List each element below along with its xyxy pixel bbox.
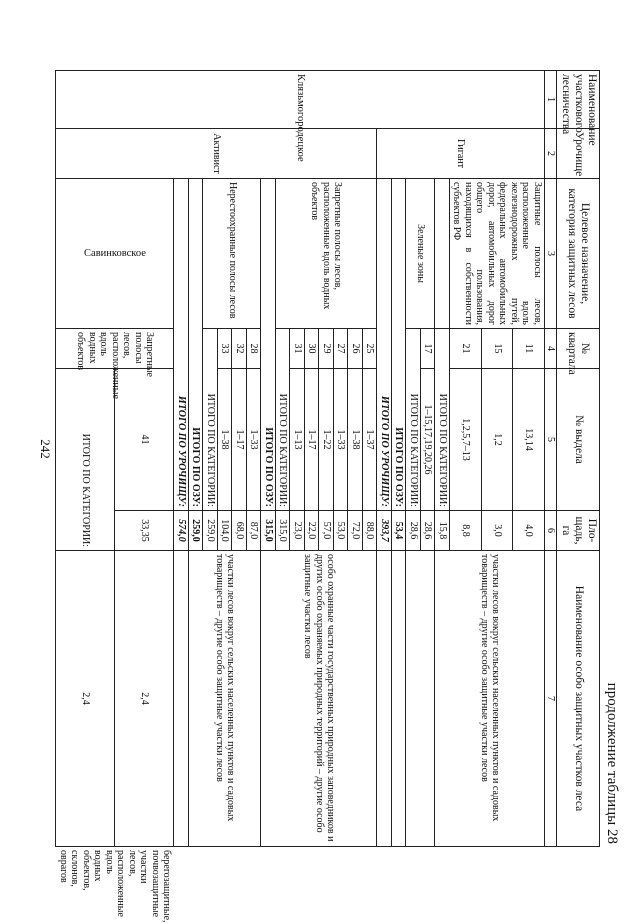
section-cell: 1–22: [319, 369, 334, 511]
header-purpose: Целевое назначение, категория защитных лесов: [557, 179, 600, 329]
quarter-cell: 28: [246, 329, 261, 369]
quarter-cell: 41: [115, 369, 174, 511]
table-row: [513, 71, 545, 847]
category-water: Запретные полосы лесов, расположенные вдоль водных объектов: [275, 179, 377, 329]
tract-total-value: 574,0: [174, 511, 189, 551]
header-quarter: № квартала: [557, 329, 600, 369]
quarter-cell: 32: [232, 329, 247, 369]
area-cell: 68,0: [232, 511, 247, 551]
oszul-settlements-2: участки лесов вокруг сельских населенных пунктов и садовых товариществ – другие особо защитные участки лесов: [188, 551, 261, 847]
category-total-value: 315,0: [275, 511, 290, 551]
area-cell: 23,0: [290, 511, 305, 551]
section-cell: 1–33: [333, 369, 348, 511]
quarter-cell: 26: [348, 329, 363, 369]
empty-cell: [435, 179, 450, 329]
section-cell: 1–33: [246, 369, 261, 511]
col-num-4: 4: [544, 329, 557, 369]
quarter-cell: 11: [513, 329, 545, 369]
forestry-name: Клязьмогородецкое: [56, 71, 545, 129]
category-total-label: ИТОГО ПО КАТЕГОРИИ:: [275, 329, 290, 511]
quarter-cell: 30: [304, 329, 319, 369]
empty-cell: [391, 551, 406, 847]
header-area: Пло-щадь, га: [557, 511, 600, 551]
header-section: № выдела: [557, 369, 600, 511]
col-num-3: 3: [544, 179, 557, 329]
category-total-label: ИТОГО ПО КАТЕГОРИИ:: [203, 329, 218, 511]
ozu-total-label: ИТОГО ПО ОЗУ:: [391, 179, 406, 511]
area-cell: 87,0: [246, 511, 261, 551]
section-cell: 1–17: [304, 369, 319, 511]
tract-total-row: [377, 71, 392, 847]
section-cell: 13,14: [513, 369, 545, 511]
tract-savinkovskoe: [56, 179, 174, 329]
quarter-cell: 33: [217, 329, 232, 369]
ozu-total-value: 53,4: [391, 511, 406, 551]
tract-total-label: ИТОГО ПО УРОЧИЩУ:: [174, 179, 189, 511]
tract-total-value: 393,7: [377, 511, 392, 551]
section-cell: 1–13: [290, 369, 305, 511]
category-total-label: ИТОГО ПО КАТЕГОРИИ:: [435, 329, 450, 511]
category-spawn: Нерестоохранные полосы лесов: [203, 179, 261, 329]
ozu-total-label: ИТОГО ПО ОЗУ:: [261, 179, 276, 511]
page-number: 242: [38, 439, 53, 459]
area-cell: 53,0: [333, 511, 348, 551]
col-num-6: 6: [544, 511, 557, 551]
ozu-total-value: 315,0: [261, 511, 276, 551]
section-cell: 1–17: [232, 369, 247, 511]
continuation-title: продолжение таблицы 28: [604, 682, 620, 844]
empty-cell: [377, 551, 392, 847]
ozu-total-value: 259,0: [188, 511, 203, 551]
empty-cell: [406, 551, 435, 847]
oszul-settlements: участки лесов вокруг сельских населенных пунктов и садовых товариществ – другие особо защитные участки лесов: [435, 551, 545, 847]
category-total-value: 2,4: [56, 551, 115, 847]
category-roads: Защитные полосы лесов, расположенные вдоль железнодорожных путей, федеральных автомобильных дорог, автомобильных дорог общего пользования, находящихся в собственности субъектов РФ: [449, 179, 544, 329]
area-cell: 4,0: [513, 511, 545, 551]
area-cell: 72,0: [348, 511, 363, 551]
area-cell: 8,8: [449, 511, 481, 551]
table-row: [362, 71, 377, 847]
section-cell: 1–37: [362, 369, 377, 511]
table-row: [420, 71, 435, 847]
quarter-cell: 25: [362, 329, 377, 369]
table-row: Савинковское Запретные полосы лесов, расположенные вдоль водных объектов 41 33,35 2,4 берегозащитные, почвозащитные участки лесов, расположенные вдоль водных объектов, склонов, оврагов: [115, 71, 174, 847]
header-row: [557, 71, 600, 847]
table-row: [246, 71, 261, 847]
area-cell: 57,0: [319, 511, 334, 551]
area-cell: 28,6: [420, 511, 435, 551]
section-cell: 33,35: [115, 511, 174, 551]
quarter-cell: 17: [420, 329, 435, 369]
area-cell: 22,0: [304, 511, 319, 551]
category-total-label: ИТОГО ПО КАТЕГОРИИ:: [406, 329, 421, 511]
col-num-2: 2: [544, 129, 557, 179]
area-cell: 2,4: [115, 551, 174, 847]
section-cell: 1–38: [348, 369, 363, 511]
oszul-reserves: особо охранные части государственных природных заповедников и других особо охраняемых природных территорий – другие особо защитные участки лесов: [261, 551, 377, 847]
category-total-value: 259,0: [203, 511, 218, 551]
quarter-cell: 31: [290, 329, 305, 369]
category-water-2: Запретные полосы лесов, расположенные вдоль водных объектов: [56, 329, 174, 369]
column-number-row: [544, 71, 557, 847]
tract-total-label: ИТОГО ПО УРОЧИЩУ:: [377, 179, 392, 511]
category-total-value: 28,6: [406, 511, 421, 551]
quarter-cell: 29: [319, 329, 334, 369]
rotated-page: [57, 70, 620, 923]
category-total-value: 15,8: [435, 511, 450, 551]
ozu-total-label: ИТОГО ПО ОЗУ:: [188, 179, 203, 511]
section-cell: 1,2,5,7–13: [449, 369, 481, 511]
quarter-cell: 15: [481, 329, 513, 369]
quarter-cell: 21: [449, 329, 481, 369]
empty-cell: [174, 551, 189, 847]
category-green: Зеленые зоны: [406, 179, 435, 329]
area-cell: 88,0: [362, 511, 377, 551]
tract-savinkovskoe-label: Савинковское: [83, 247, 146, 259]
col-num-1: 1: [544, 71, 557, 129]
tract-total-row: [174, 71, 189, 847]
col-num-7: 7: [544, 551, 557, 847]
header-tract: Урочище: [557, 129, 600, 179]
ozu-total-row: [391, 71, 406, 847]
category-total-label: ИТОГО ПО КАТЕГОРИИ:: [56, 369, 115, 551]
section-cell: 1–38: [217, 369, 232, 511]
quarter-cell: 27: [333, 329, 348, 369]
area-cell: 3,0: [481, 511, 513, 551]
section-cell: 1–15,17,19,20,26: [420, 369, 435, 511]
tract-gigant: Гигант: [377, 129, 545, 179]
col-num-5: 5: [544, 369, 557, 511]
tract-aktivist: Активист: [56, 129, 377, 179]
section-cell: 1,2: [481, 369, 513, 511]
header-forestry: Наименование участкового лесничества: [557, 71, 600, 129]
area-cell: 104,0: [217, 511, 232, 551]
header-oszul: Наименование особо защитных участков леса: [557, 551, 600, 847]
protected-forests-table: [55, 70, 600, 923]
